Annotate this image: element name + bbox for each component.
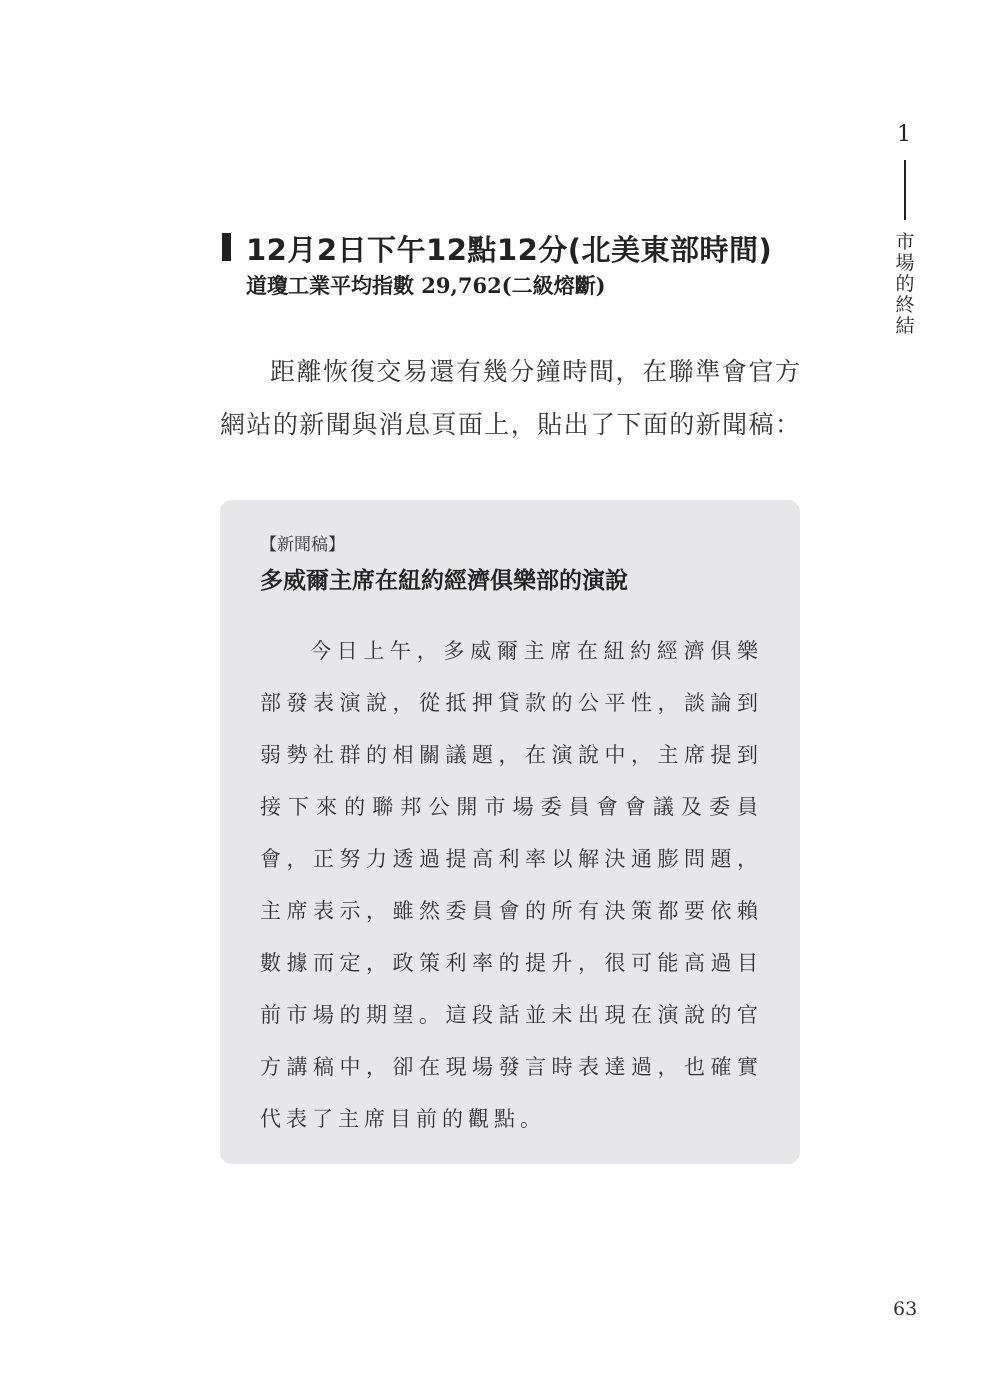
intro-line: 距離恢復交易還有幾分鐘時間，在聯準會官方 — [270, 357, 800, 386]
section-subheading: 道瓊工業平均指數 29,762(二級熔斷) — [246, 273, 606, 298]
body-line: 數據而定，政策利率的提升，很可能高過目 — [260, 951, 758, 975]
body-line: 方講稿中，卻在現場發言時表達過，也確實 — [260, 1055, 758, 1079]
body-line: 接下來的聯邦公開市場委員會會議及委員 — [260, 795, 758, 819]
body-line: 今日上午，多威爾主席在紐約經濟俱樂 — [310, 639, 758, 663]
chapter-divider — [904, 160, 906, 220]
body-line: 前市場的期望。這段話並未出現在演說的官 — [260, 1003, 758, 1027]
chapter-number: 1 — [897, 122, 911, 147]
body-line: 代表了主席目前的觀點。 — [260, 1107, 546, 1131]
press-release-label: 【新聞稿】 — [260, 535, 345, 555]
heading-marker — [222, 233, 231, 261]
body-line: 弱勢社群的相關議題，在演說中，主席提到 — [260, 743, 758, 767]
intro-line: 網站的新聞與消息頁面上，貼出了下面的新聞稿： — [220, 410, 800, 439]
body-line: 主席表示，雖然委員會的所有決策都要依賴 — [260, 899, 758, 923]
intro-paragraph — [220, 345, 800, 451]
press-release-title: 多威爾主席在紐約經濟俱樂部的演說 — [260, 568, 628, 594]
page-number: 63 — [893, 1298, 918, 1320]
press-release-body — [260, 625, 758, 1145]
chapter-title: 市場的終結 — [895, 231, 915, 337]
section-heading: 12月2日下午12點12分(北美東部時間) — [246, 233, 773, 267]
body-line: 會，正努力透過提高利率以解決通膨問題， — [260, 847, 758, 871]
body-line: 部發表演說，從抵押貸款的公平性，談論到 — [260, 691, 758, 715]
